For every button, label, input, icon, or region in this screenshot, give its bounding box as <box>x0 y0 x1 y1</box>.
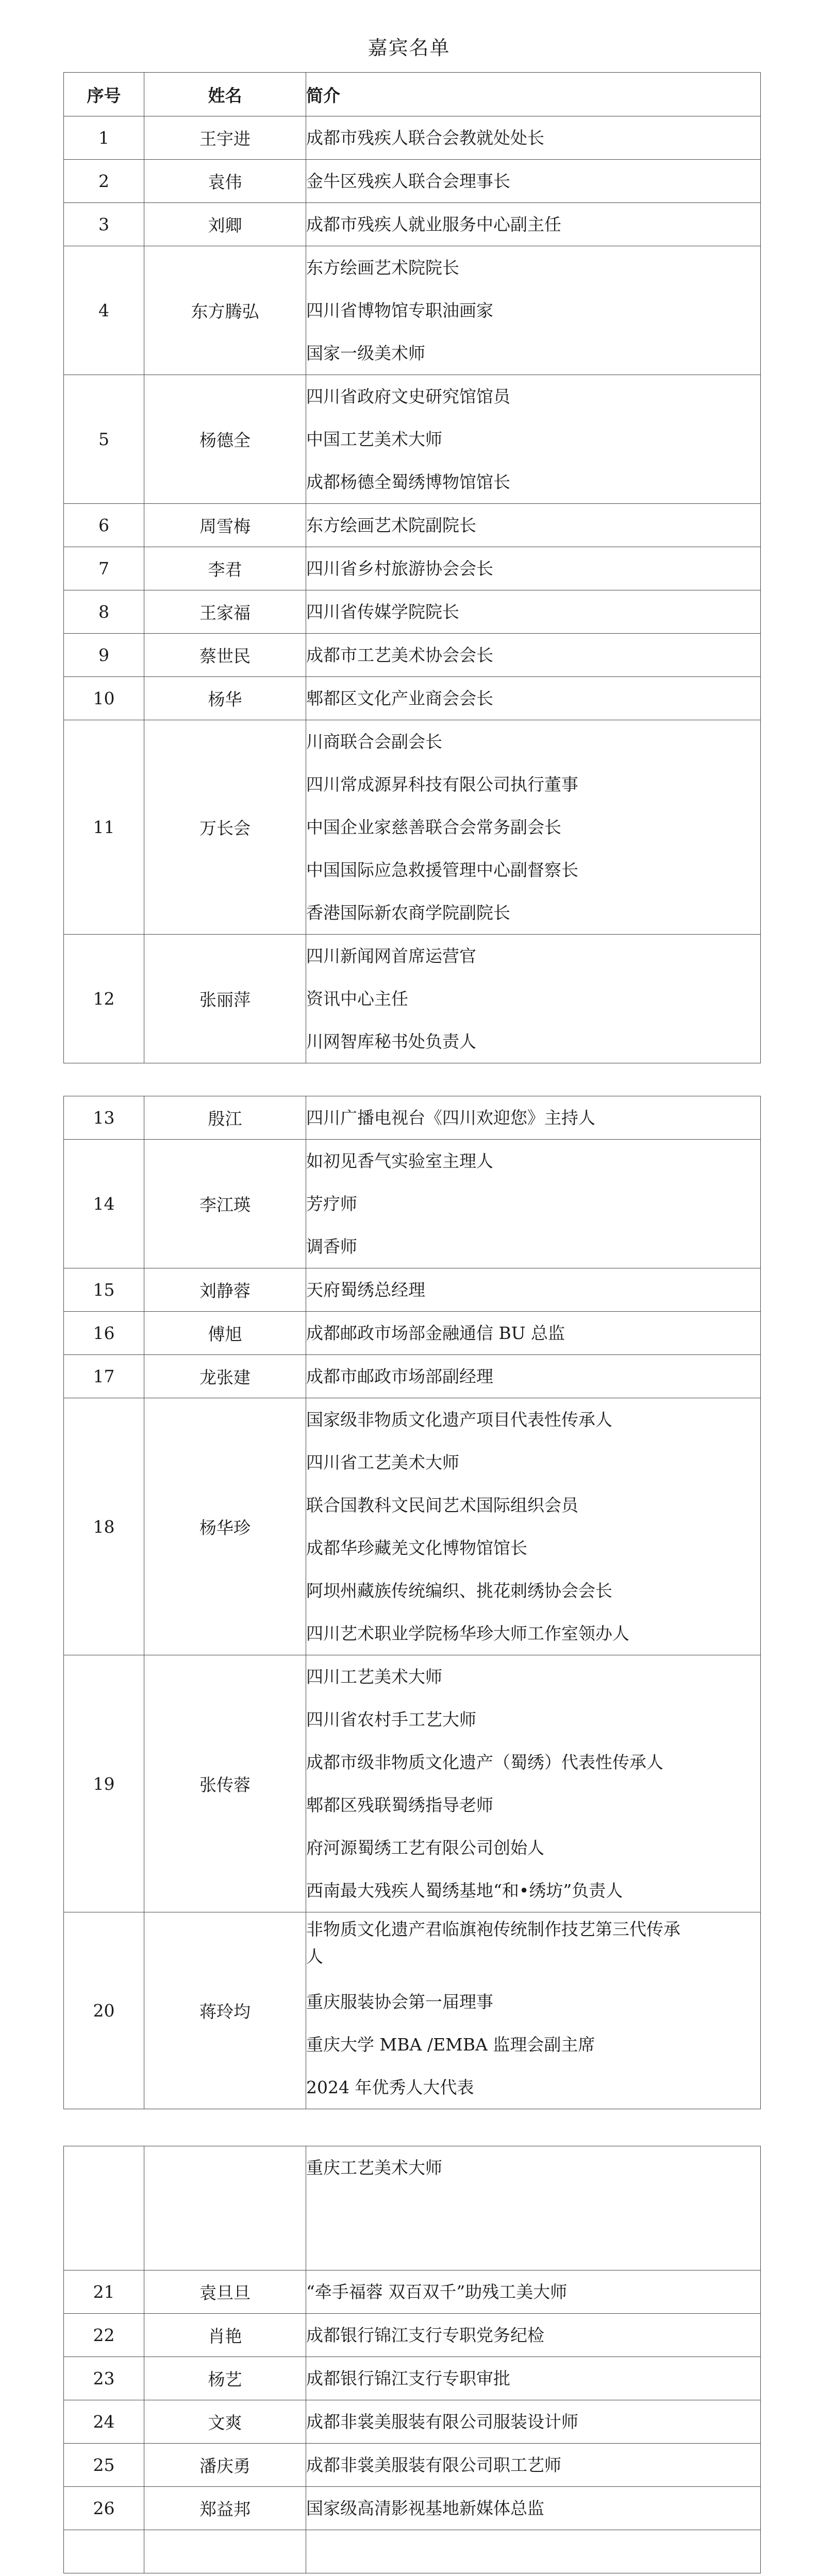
row-name: 杨华 <box>144 677 306 720</box>
guest-table-part-1 <box>63 72 761 1063</box>
table-row <box>64 2444 761 2487</box>
table-row <box>64 246 761 375</box>
table-header-row <box>64 73 761 116</box>
header-name: 姓名 <box>144 73 306 116</box>
row-info <box>306 1268 761 1312</box>
row-number: 1 <box>64 116 144 160</box>
info-line: 郫都区文化产业商会会长 <box>306 688 493 708</box>
row-number: 3 <box>64 203 144 246</box>
info-line: 芳疗师 <box>306 1194 357 1214</box>
info-line: 川网智库秘书处负责人 <box>306 1031 476 1052</box>
table-row <box>64 1140 761 1268</box>
row-info <box>306 634 761 677</box>
row-name: 王家福 <box>144 590 306 634</box>
info-line: 国家一级美术师 <box>306 343 425 363</box>
row-info <box>306 2357 761 2400</box>
row-name: 李江瑛 <box>144 1140 306 1268</box>
row-name: 袁伟 <box>144 160 306 203</box>
row-info <box>306 160 761 203</box>
row-name: 杨华珍 <box>144 1398 306 1655</box>
row-number: 11 <box>64 720 144 935</box>
row-number: 25 <box>64 2444 144 2487</box>
info-line: 资讯中心主任 <box>306 989 408 1009</box>
row-name: 杨艺 <box>144 2357 306 2400</box>
row-number: 5 <box>64 375 144 504</box>
info-line: 成都华珍藏羌文化博物馆馆长 <box>306 1538 527 1558</box>
row-number: 13 <box>64 1096 144 1140</box>
table-row <box>64 2146 761 2270</box>
info-line: 成都银行锦江支行专职党务纪检 <box>306 2325 544 2345</box>
row-number: 21 <box>64 2270 144 2314</box>
row-info <box>306 935 761 1063</box>
row-info <box>306 2270 761 2314</box>
table-row <box>64 547 761 590</box>
info-line: 国家级非物质文化遗产项目代表性传承人 <box>306 1410 612 1430</box>
row-name: 张传蓉 <box>144 1655 306 1912</box>
table-row <box>64 1912 761 2109</box>
row-number: 24 <box>64 2400 144 2444</box>
empty-cell <box>144 2530 306 2573</box>
table-row-empty <box>64 2530 761 2573</box>
row-info <box>306 720 761 935</box>
table-row <box>64 203 761 246</box>
table-row <box>64 2487 761 2530</box>
row-number: 2 <box>64 160 144 203</box>
info-line: “牵手福蓉 双百双千”助残工美大师 <box>306 2282 567 2302</box>
row-name: 刘卿 <box>144 203 306 246</box>
info-line: 阿坝州藏族传统编织、挑花刺绣协会会长 <box>306 1581 612 1601</box>
row-info <box>306 1096 761 1140</box>
row-info <box>306 1912 761 2109</box>
table-row <box>64 2357 761 2400</box>
info-line: 四川广播电视台《四川欢迎您》主持人 <box>306 1108 595 1128</box>
row-info <box>306 246 761 375</box>
empty-cell <box>306 2530 761 2573</box>
info-line: 郫都区残联蜀绣指导老师 <box>306 1795 493 1815</box>
table-row <box>64 375 761 504</box>
row-info <box>306 677 761 720</box>
row-number-blank <box>64 2146 144 2270</box>
row-info <box>306 1398 761 1655</box>
row-number: 22 <box>64 2314 144 2357</box>
row-name: 张丽萍 <box>144 935 306 1063</box>
info-line: 金牛区残疾人联合会理事长 <box>306 171 510 191</box>
info-line: 成都市级非物质文化遗产（蜀绣）代表性传承人 <box>306 1752 663 1772</box>
row-name: 蔡世民 <box>144 634 306 677</box>
guest-table-part-3 <box>63 2146 761 2573</box>
row-name: 王宇进 <box>144 116 306 160</box>
info-line: 2024 年优秀人大代表 <box>306 2077 474 2097</box>
row-number: 15 <box>64 1268 144 1312</box>
info-line: 中国企业家慈善联合会常务副会长 <box>306 817 561 837</box>
row-info <box>306 2400 761 2444</box>
row-name: 东方腾弘 <box>144 246 306 375</box>
header-info: 简介 <box>306 73 761 116</box>
info-line: 成都非裳美服装有限公司职工艺师 <box>306 2455 561 2475</box>
row-name: 蒋玲均 <box>144 1912 306 2109</box>
table-row <box>64 2270 761 2314</box>
page-title: 嘉宾名单 <box>368 37 450 59</box>
row-number: 9 <box>64 634 144 677</box>
row-number: 19 <box>64 1655 144 1912</box>
info-line: 成都杨德全蜀绣博物馆馆长 <box>306 472 510 492</box>
info-line: 重庆大学 MBA /EMBA 监理会副主席 <box>306 2035 595 2055</box>
row-number: 14 <box>64 1140 144 1268</box>
info-line: 西南最大残疾人蜀绣基地“和•绣坊”负责人 <box>306 1880 623 1901</box>
row-name: 文爽 <box>144 2400 306 2444</box>
info-line: 如初见香气实验室主理人 <box>306 1151 493 1171</box>
table-row <box>64 116 761 160</box>
row-info <box>306 590 761 634</box>
info-line: 成都市残疾人就业服务中心副主任 <box>306 214 561 234</box>
table-row <box>64 1312 761 1355</box>
table-row <box>64 935 761 1063</box>
empty-cell <box>64 2530 144 2573</box>
row-number: 20 <box>64 1912 144 2109</box>
info-line: 东方绘画艺术院院长 <box>306 258 459 278</box>
row-info <box>306 375 761 504</box>
table-row <box>64 2314 761 2357</box>
info-line: 四川艺术职业学院杨华珍大师工作室领办人 <box>306 1623 629 1643</box>
info-line: 成都银行锦江支行专职审批 <box>306 2368 510 2388</box>
info-line: 中国工艺美术大师 <box>306 429 442 449</box>
table-row <box>64 2400 761 2444</box>
info-line: 成都市残疾人联合会教就处处长 <box>306 128 544 148</box>
table-row <box>64 1398 761 1655</box>
info-line: 成都市邮政市场部副经理 <box>306 1366 493 1386</box>
info-line: 重庆工艺美术大师 <box>306 2158 442 2178</box>
row-info <box>306 2146 761 2270</box>
row-name: 袁旦旦 <box>144 2270 306 2314</box>
row-number: 8 <box>64 590 144 634</box>
row-number: 16 <box>64 1312 144 1355</box>
info-line: 川商联合会副会长 <box>306 732 442 752</box>
header-no: 序号 <box>64 73 144 116</box>
row-number: 18 <box>64 1398 144 1655</box>
row-number: 26 <box>64 2487 144 2530</box>
row-name: 杨德全 <box>144 375 306 504</box>
row-name: 潘庆勇 <box>144 2444 306 2487</box>
table-row <box>64 590 761 634</box>
info-line: 四川常成源昇科技有限公司执行董事 <box>306 774 578 794</box>
row-info <box>306 2487 761 2530</box>
info-line: 四川省农村手工艺大师 <box>306 1709 476 1730</box>
info-line: 天府蜀绣总经理 <box>306 1280 425 1300</box>
info-line: 成都市工艺美术协会会长 <box>306 645 493 665</box>
row-number: 6 <box>64 504 144 547</box>
info-line: 中国国际应急救援管理中心副督察长 <box>306 860 578 880</box>
info-line: 四川省乡村旅游协会会长 <box>306 558 493 579</box>
row-name-blank <box>144 2146 306 2270</box>
table-row <box>64 1096 761 1140</box>
row-info <box>306 504 761 547</box>
row-info <box>306 1312 761 1355</box>
table-row <box>64 1655 761 1912</box>
row-info <box>306 116 761 160</box>
row-info <box>306 1655 761 1912</box>
info-line: 国家级高清影视基地新媒体总监 <box>306 2498 544 2518</box>
row-number: 7 <box>64 547 144 590</box>
table-row <box>64 720 761 935</box>
info-line: 非物质文化遗产君临旗袍传统制作技艺第三代传承 <box>306 1919 680 1939</box>
row-info <box>306 2444 761 2487</box>
row-name: 龙张建 <box>144 1355 306 1398</box>
guest-table-part-2 <box>63 1096 761 2109</box>
row-info <box>306 1355 761 1398</box>
info-line: 调香师 <box>306 1236 357 1257</box>
info-line: 重庆服装协会第一届理事 <box>306 1992 493 2012</box>
info-line: 成都非裳美服装有限公司服装设计师 <box>306 2412 578 2432</box>
row-name: 肖艳 <box>144 2314 306 2357</box>
info-line: 四川省政府文史研究馆馆员 <box>306 386 510 406</box>
row-name: 郑益邦 <box>144 2487 306 2530</box>
table-row <box>64 1268 761 1312</box>
row-name: 周雪梅 <box>144 504 306 547</box>
row-name: 傅旭 <box>144 1312 306 1355</box>
row-number: 4 <box>64 246 144 375</box>
info-line: 成都邮政市场部金融通信 BU 总监 <box>306 1323 565 1343</box>
row-number: 10 <box>64 677 144 720</box>
row-number: 12 <box>64 935 144 1063</box>
info-line: 联合国教科文民间艺术国际组织会员 <box>306 1495 578 1515</box>
info-line: 四川新闻网首席运营官 <box>306 946 476 966</box>
row-number: 23 <box>64 2357 144 2400</box>
row-info <box>306 1140 761 1268</box>
info-line: 四川工艺美术大师 <box>306 1667 442 1687</box>
table-row <box>64 634 761 677</box>
row-number: 17 <box>64 1355 144 1398</box>
info-line: 四川省传媒学院院长 <box>306 602 459 622</box>
table-row <box>64 677 761 720</box>
table-row <box>64 504 761 547</box>
row-name: 刘静蓉 <box>144 1268 306 1312</box>
row-info <box>306 2314 761 2357</box>
row-info <box>306 203 761 246</box>
info-line: 四川省工艺美术大师 <box>306 1452 459 1472</box>
info-line: 四川省博物馆专职油画家 <box>306 300 493 320</box>
info-line: 香港国际新农商学院副院长 <box>306 903 510 923</box>
row-name: 万长会 <box>144 720 306 935</box>
info-line: 东方绘画艺术院副院长 <box>306 515 476 535</box>
row-name: 李君 <box>144 547 306 590</box>
row-name: 殷江 <box>144 1096 306 1140</box>
table-row <box>64 160 761 203</box>
info-line: 府河源蜀绣工艺有限公司创始人 <box>306 1838 544 1858</box>
row-info <box>306 547 761 590</box>
table-row <box>64 1355 761 1398</box>
info-line: 人 <box>306 1946 323 1967</box>
